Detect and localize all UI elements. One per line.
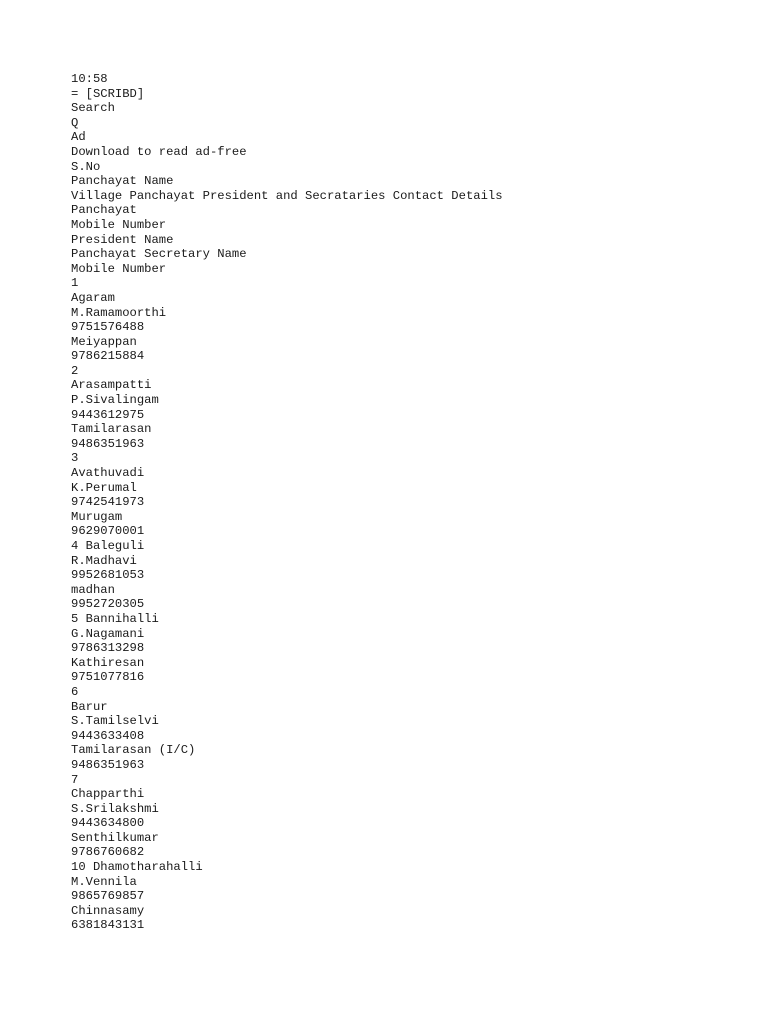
table-cell: P.Sivalingam [71, 393, 159, 408]
table-cell: R.Madhavi [71, 553, 137, 568]
table-cell: 9486351963 [71, 757, 145, 772]
table-cell: 9786215884 [71, 349, 145, 364]
ad-label: Ad [71, 130, 86, 145]
table-cell: M.Ramamoorthi [71, 305, 167, 320]
table-cell: 9443634800 [71, 816, 145, 831]
table-cell: 10 Dhamotharahalli [71, 860, 203, 875]
table-cell: K.Perumal [71, 480, 137, 495]
download-ad-free-link[interactable]: Download to read ad-free [71, 144, 247, 159]
table-cell: 9786760682 [71, 845, 145, 860]
table-cell: S.Srilakshmi [71, 801, 159, 816]
table-header-cell: S.No [71, 159, 101, 174]
table-header-cell: Mobile Number [71, 261, 167, 276]
table-cell: Murugam [71, 509, 123, 524]
table-cell: Barur [71, 699, 108, 714]
table-header-cell: Mobile Number [71, 217, 167, 232]
table-header-cell: President Name [71, 232, 174, 247]
table-cell: 1 [71, 276, 79, 291]
page-text [71, 72, 503, 933]
table-cell: S.Tamilselvi [71, 714, 159, 729]
table-cell: G.Nagamani [71, 626, 145, 641]
table-cell: Avathuvadi [71, 466, 145, 481]
table-cell: 9486351963 [71, 436, 145, 451]
table-cell: 3 [71, 451, 79, 466]
table-cell: 2 [71, 363, 79, 378]
table-cell: 9443633408 [71, 728, 145, 743]
table-cell: 9952681053 [71, 568, 145, 583]
table-cell: Tamilarasan (I/C) [71, 743, 196, 758]
table-cell: 9751077816 [71, 670, 145, 685]
status-time: 10:58 [71, 72, 108, 86]
table-cell: madhan [71, 582, 115, 597]
table-cell: Chinnasamy [71, 903, 145, 918]
search-icon[interactable]: Q [71, 115, 79, 130]
table-cell: 4 Baleguli [71, 539, 145, 553]
table-cell: 9629070001 [71, 524, 145, 539]
table-header-cell: Panchayat Secretary Name [71, 247, 247, 262]
table-cell: 5 Bannihalli [71, 611, 159, 626]
table-cell: 9865769857 [71, 889, 145, 904]
table-cell: 7 [71, 772, 79, 787]
table-cell: 9443612975 [71, 407, 145, 422]
table-cell: Agaram [71, 290, 115, 305]
table-cell: 9751576488 [71, 320, 145, 335]
table-cell: M.Vennila [71, 874, 137, 889]
table-cell: Meiyappan [71, 334, 137, 349]
menu-logo-button[interactable]: = [SCRIBD] [71, 86, 145, 101]
table-cell: 6381843131 [71, 918, 145, 933]
table-cell: Tamilarasan [71, 422, 152, 437]
search-input[interactable]: Search [71, 101, 115, 116]
document-title: Village Panchayat President and Secrataries Contact Details [71, 188, 503, 203]
table-cell: 9742541973 [71, 495, 145, 510]
table-cell: 6 [71, 684, 79, 699]
table-cell: 9786313298 [71, 641, 145, 656]
table-cell: Chapparthi [71, 787, 145, 802]
table-header-cell: Panchayat Name [71, 174, 174, 189]
table-header-cell: Panchayat [71, 203, 137, 218]
table-cell: Arasampatti [71, 378, 152, 393]
table-cell: 9952720305 [71, 597, 145, 612]
table-cell: Kathiresan [71, 655, 145, 670]
table-cell: Senthilkumar [71, 830, 159, 845]
